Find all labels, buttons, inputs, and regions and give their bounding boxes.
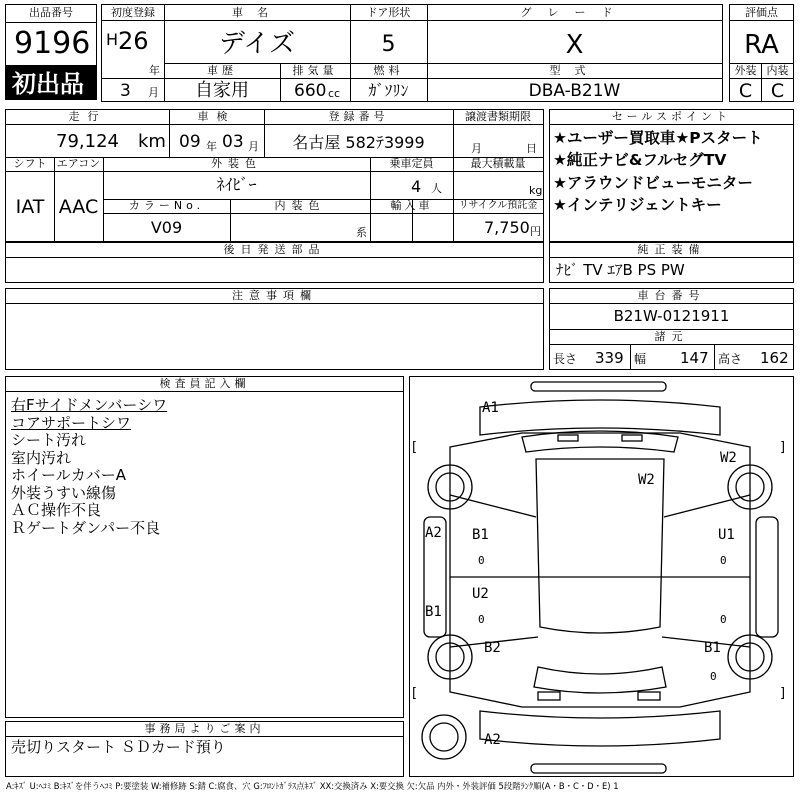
mark-right-front-door: U1 <box>718 527 735 543</box>
damage-diagram <box>409 376 794 777</box>
inspection-label: 車検 <box>197 110 236 123</box>
lot-number-box <box>5 4 97 66</box>
score-box <box>729 4 794 102</box>
mark-left-rear-door: U2 <box>472 586 489 602</box>
transfer-month-unit: 月 <box>471 142 482 155</box>
max-load-label: 最大積載量 <box>470 157 526 170</box>
mark-hood: W2 <box>638 472 655 488</box>
inspector-line-2: コアサポートシワ <box>11 413 132 432</box>
interior-label: 内装 <box>766 64 789 77</box>
exterior-label: 外装 <box>734 64 757 77</box>
sales-point-3: ★アラウンドビューモニター <box>553 174 753 192</box>
capacity: 4 <box>411 177 422 196</box>
caution-label: 注意事項欄 <box>232 289 317 302</box>
inspector-line-6: 外装うすい線傷 <box>11 483 117 502</box>
first-reg-label: 初度登録 <box>111 6 155 19</box>
car-diagram-svg <box>410 377 793 776</box>
exterior-grade: C <box>738 80 753 102</box>
first-reg-month: 3 <box>120 81 131 101</box>
bracket-left-bottom: [ <box>412 686 418 701</box>
sales-point-4: ★インテリジェントキー <box>553 196 722 214</box>
mark-left-rear-fender: B1 <box>425 604 442 620</box>
bracket-left-top: [ <box>412 440 418 455</box>
height-label: 高さ <box>718 352 743 366</box>
inspector-line-5: ホイールカバーA <box>11 466 126 484</box>
inspector-label: 検査員記入欄 <box>159 377 250 390</box>
transfer-label: 譲渡書類期限 <box>465 110 531 123</box>
grade-label: グレード <box>520 6 629 19</box>
mark-zero-3: 0 <box>720 554 727 567</box>
legend: A:ｷｽﾞ U:ﾍｺﾐ B:ｷｽﾞを伴うﾍｺﾐ P:要塗装 W:補修跡 S:錆 C:腐食、穴 G:ﾌﾛﾝﾄｶﾞﾗｽ点ｷｽﾞ XX:交換済み X:要交換 欠:欠品 内外・外装評価 5段階ﾗﾝｸ順(A・B・C・D・E) 1 <box>6 781 619 791</box>
inspector-notes <box>11 397 167 537</box>
caution-box <box>5 288 544 370</box>
spare-wheel <box>422 715 466 759</box>
model-label: 型式 <box>549 64 600 77</box>
mark-right-front-fender: W2 <box>720 450 737 466</box>
mark-front-bumper: A1 <box>482 400 499 416</box>
score: RA <box>744 30 779 60</box>
displacement-unit: cc <box>328 87 341 100</box>
office-note: 売切りスタート ＳＤカード預り <box>11 738 226 756</box>
grade: X <box>565 30 584 60</box>
inspector-line-1: 右Fサイドメンバーシワ <box>11 396 168 414</box>
mileage-label: 走行 <box>68 110 107 123</box>
mark-rear-bumper: A2 <box>484 732 501 748</box>
mark-left-front-door: B1 <box>472 527 489 543</box>
era: H <box>106 30 119 49</box>
front-top-bar <box>531 382 666 391</box>
capacity-label: 乗車定員 <box>389 157 434 170</box>
height: 162 <box>760 349 789 367</box>
mileage: 79,124 <box>56 131 119 152</box>
reg-no: 名古屋 582ﾃ3999 <box>292 133 425 152</box>
lot-number-label: 出品番号 <box>29 6 73 19</box>
later-parts-box <box>5 242 544 283</box>
mark-zero-1: 0 <box>478 554 485 567</box>
length-label: 長さ <box>553 352 578 366</box>
doors-label: ドア形状 <box>366 6 411 19</box>
ext-color-label: 外装色 <box>211 157 262 170</box>
office-label: 事務局よりご案内 <box>144 722 265 735</box>
mark-left-front-fender: A2 <box>425 525 442 541</box>
capacity-unit: 人 <box>431 182 442 195</box>
office-box <box>5 721 404 777</box>
spec-box <box>5 109 544 242</box>
first-listing-badge: 初出品 <box>5 66 97 100</box>
length: 339 <box>595 349 624 367</box>
genuine-equipment: ﾅﾋﾞ TV ｴｱB PS PW <box>556 261 685 279</box>
inspector-line-3: シート汚れ <box>11 431 87 449</box>
ac: AAC <box>58 196 99 218</box>
reg-no-label: 登録番号 <box>328 110 389 123</box>
rear-bumper-shape <box>480 711 720 746</box>
chassis-box <box>549 288 794 370</box>
windshield <box>522 431 678 452</box>
header-main-box <box>101 4 723 102</box>
transfer-day-unit: 日 <box>526 142 537 155</box>
chassis-label: 車台番号 <box>637 289 706 302</box>
fuel: ｶﾞｿﾘﾝ <box>368 81 409 100</box>
recycle: 7,750 <box>484 218 530 237</box>
mark-left-rear-quarter: B2 <box>484 640 501 656</box>
doors: 5 <box>381 32 396 57</box>
front-bumper-shape <box>480 400 720 435</box>
displacement: 660 <box>294 81 327 101</box>
model: DBA-B21W <box>528 81 621 101</box>
sales-point-2: ★純正ナビ&フルセグTV <box>553 151 727 169</box>
car-name: デイズ <box>219 29 295 59</box>
color-no-label: カラーNo. <box>128 199 205 212</box>
inspector-line-8: Ｒゲートダンパー不良 <box>11 518 161 537</box>
mark-right-rear-quarter: B1 <box>704 640 721 656</box>
shift-label: シフト <box>13 157 47 170</box>
inspection-year-unit: 年 <box>206 140 217 153</box>
inspection-month-unit: 月 <box>248 140 259 153</box>
year-unit: 年 <box>149 64 160 77</box>
car-name-label: 車名 <box>232 6 282 19</box>
width: 147 <box>680 349 709 367</box>
sales-point-1: ★ユーザー買取車★Pスタート <box>553 129 763 147</box>
ext-color: ﾈｲﾋﾞｰ <box>216 175 257 194</box>
sales-points-label: セールスポイント <box>611 110 731 123</box>
mark-zero-4: 0 <box>720 613 727 626</box>
sales-points-box <box>549 109 794 242</box>
dims-label: 諸元 <box>654 330 689 343</box>
rear-bottom-bar <box>531 764 666 773</box>
int-color-unit: 系 <box>356 226 367 239</box>
rear-window <box>534 667 666 693</box>
bracket-right-bottom: ] <box>780 686 786 701</box>
first-reg-year: 26 <box>118 27 149 55</box>
fuel-label: 燃料 <box>373 64 404 77</box>
inspector-box <box>5 376 404 718</box>
month-unit: 月 <box>148 86 159 99</box>
later-parts-label: 後日発送部品 <box>223 243 326 256</box>
inspection-month: 03 <box>222 132 244 152</box>
mark-zero-5: 0 <box>710 670 717 683</box>
genuine-equipment-box <box>549 242 794 283</box>
mileage-unit: km <box>138 131 166 152</box>
mark-zero-2: 0 <box>478 613 485 626</box>
int-color-label: 内装色 <box>274 199 326 212</box>
ac-label: エアコン <box>56 157 101 170</box>
inspector-line-4: 室内汚れ <box>11 448 72 467</box>
displacement-label: 排気量 <box>292 64 338 77</box>
width-label: 幅 <box>634 352 647 366</box>
max-load-unit: kg <box>529 184 543 197</box>
history-label: 車歴 <box>207 64 237 77</box>
interior-grade: C <box>770 80 785 102</box>
genuine-label: 純正装備 <box>637 243 706 256</box>
recycle-label: リサイクル預託金 <box>458 200 538 211</box>
lot-number: 9196 <box>14 26 91 61</box>
inspection-year: 09 <box>179 132 201 152</box>
bracket-right-top: ] <box>780 440 786 455</box>
inspector-line-7: ＡＣ操作不良 <box>11 501 102 519</box>
import-label: 輸入車 <box>390 199 433 212</box>
score-label: 評価点 <box>745 6 778 19</box>
recycle-unit: 円 <box>530 225 541 238</box>
shift: IAT <box>15 196 45 218</box>
body-outline <box>450 433 750 707</box>
color-no: V09 <box>150 218 183 237</box>
chassis-number: B21W-0121911 <box>613 307 730 325</box>
history: 自家用 <box>195 80 249 101</box>
